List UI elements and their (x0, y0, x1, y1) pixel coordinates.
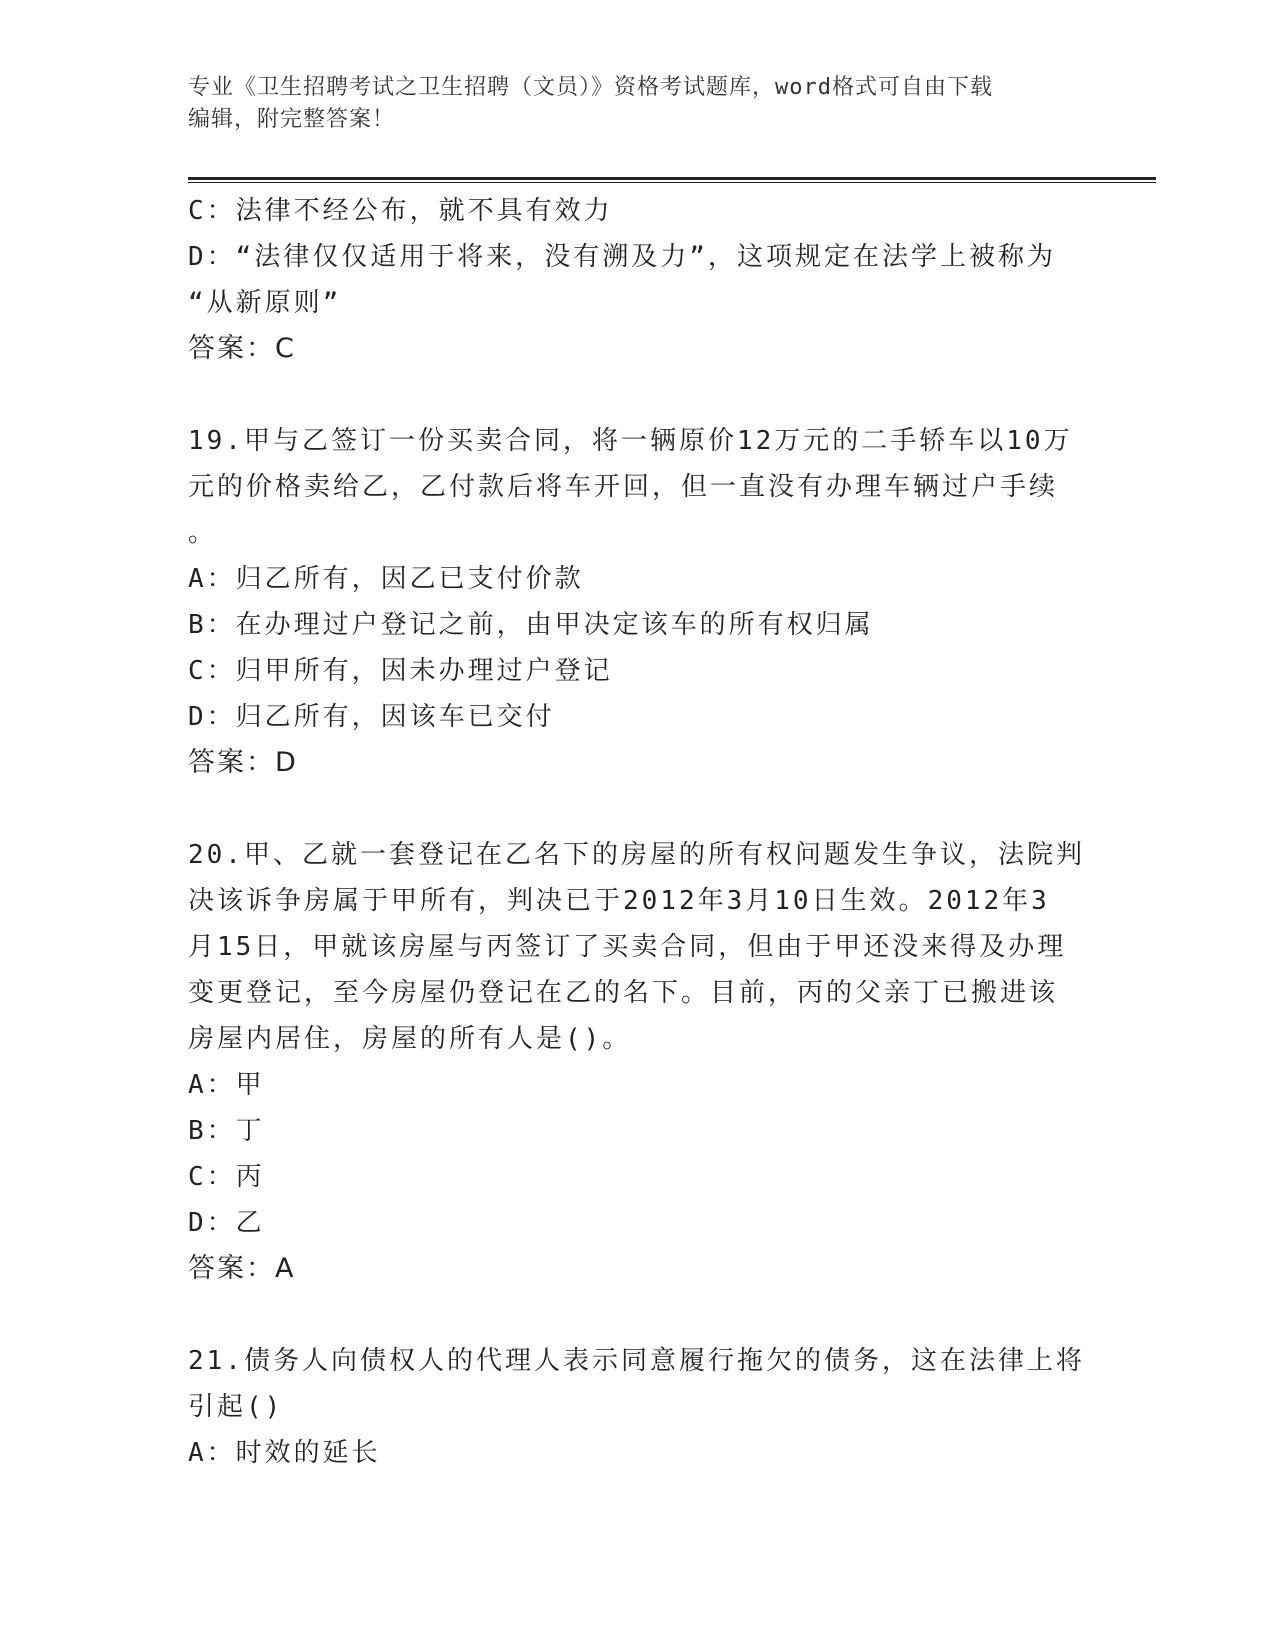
question-stem-continued: 房屋内居住，房屋的所有人是()。 (188, 1024, 632, 1054)
page-header (188, 72, 1088, 136)
question-18-tail (188, 188, 1088, 372)
question-stem-continued: 引起() (188, 1392, 284, 1422)
question-stem-continued: 。 (188, 518, 218, 548)
option-b: B：丁 (188, 1116, 265, 1146)
question-19 (188, 418, 1088, 786)
question-21 (188, 1338, 1088, 1476)
option-d-continued: “从新原则” (188, 288, 342, 318)
option-a: A：时效的延长 (188, 1438, 381, 1468)
option-c: C：法律不经公布，就不具有效力 (188, 196, 613, 226)
option-d: D：归乙所有，因该车已交付 (188, 702, 555, 732)
answer: 答案：D (188, 747, 298, 778)
option-d: D：乙 (188, 1208, 265, 1238)
spacer (188, 786, 1088, 832)
option-a: A：归乙所有，因乙已支付价款 (188, 564, 584, 594)
spacer (188, 1292, 1088, 1338)
question-stem-continued: 决该诉争房属于甲所有，判决已于2012年3月10日生效。2012年3 (188, 886, 1050, 916)
header-line-1: 专业《卫生招聘考试之卫生招聘（文员）》资格考试题库，word格式可自由下载 (188, 75, 993, 100)
question-stem: 21.债务人向债权人的代理人表示同意履行拖欠的债务，这在法律上将 (188, 1346, 1085, 1376)
option-c: C：丙 (188, 1162, 265, 1192)
spacer (188, 372, 1088, 418)
option-b: B：在办理过户登记之前，由甲决定该车的所有权归属 (188, 610, 874, 640)
option-a: A：甲 (188, 1070, 265, 1100)
header-divider (188, 177, 1156, 183)
question-stem: 19.甲与乙签订一份买卖合同，将一辆原价12万元的二手轿车以10万 (188, 426, 1073, 456)
question-stem: 20.甲、乙就一套登记在乙名下的房屋的所有权问题发生争议，法院判 (188, 840, 1085, 870)
question-stem-continued: 变更登记，至今房屋仍登记在乙的名下。目前，丙的父亲丁已搬进该 (188, 978, 1059, 1008)
question-stem-continued: 月15日，甲就该房屋与丙签订了买卖合同，但由于甲还没来得及办理 (188, 932, 1067, 962)
header-line-2: 编辑，附完整答案！ (188, 107, 396, 132)
question-20 (188, 832, 1088, 1292)
answer: 答案：A (188, 1253, 296, 1284)
question-stem-continued: 元的价格卖给乙，乙付款后将车开回，但一直没有办理车辆过户手续 (188, 472, 1059, 502)
option-c: C：归甲所有，因未办理过户登记 (188, 656, 613, 686)
option-d: D：“法律仅仅适用于将来，没有溯及力”，这项规定在法学上被称为 (188, 242, 1056, 272)
document-body (188, 188, 1088, 1476)
answer: 答案：C (188, 333, 296, 364)
